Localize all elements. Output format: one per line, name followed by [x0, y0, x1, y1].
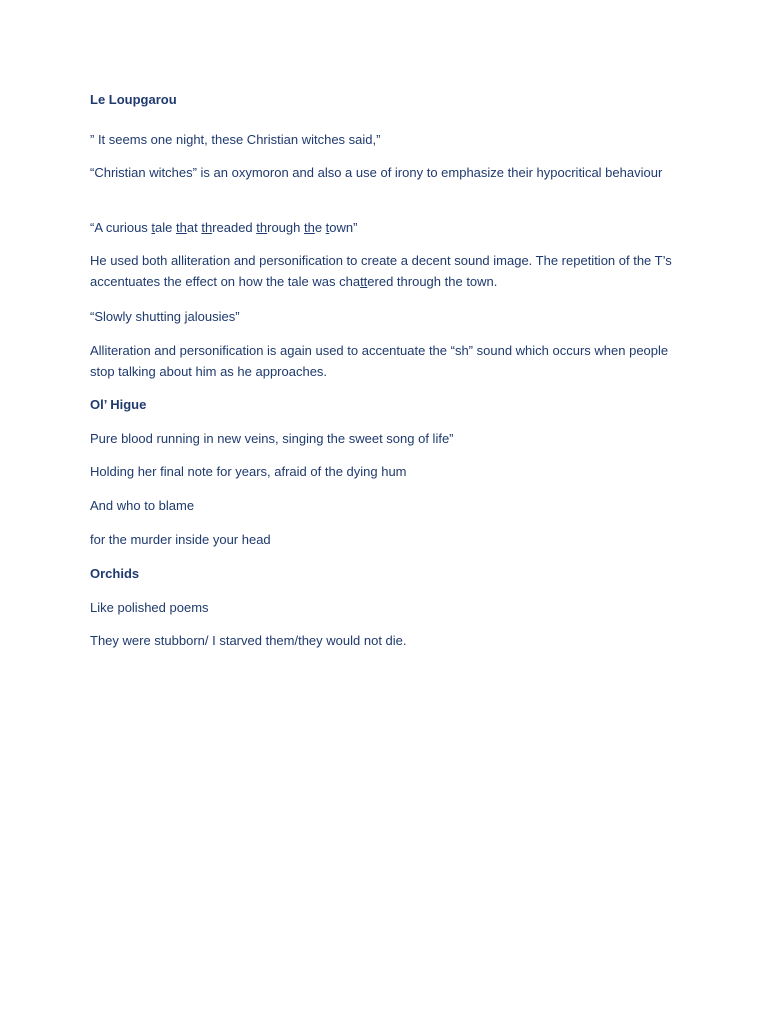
quote-segment-underlined: th	[256, 220, 268, 235]
quote-segment-underlined: th	[201, 220, 213, 235]
quote-line-underlined	[90, 217, 690, 238]
quote-segment-underlined: th	[176, 220, 187, 235]
quote-segment: own”	[329, 220, 358, 235]
poem-line: Like polished poems	[90, 600, 209, 615]
quote-segment-underlined: t	[325, 220, 330, 235]
quote-segment: ale	[155, 220, 177, 235]
poem-line: for the murder inside your head	[90, 532, 271, 547]
section-heading-orchids: Orchids	[90, 566, 140, 581]
quote-segment-underlined: th	[303, 220, 315, 235]
quote-segment: rough	[267, 220, 304, 235]
analysis-paragraph: “Christian witches” is an oxymoron and also a use of irony to emphasize their hypocritical behaviour	[90, 165, 663, 180]
quote-segment: e	[314, 220, 326, 235]
analysis-paragraph: Alliteration and personification is again used to accentuate the “sh” sound which occurs when people stop talking about him as he approaches.	[90, 343, 669, 379]
quote-segment-underlined: t	[151, 220, 156, 235]
poem-line: Pure blood running in new veins, singing the sweet song of life”	[90, 431, 454, 446]
poem-line: They were stubborn/ I starved them/they would not die.	[90, 633, 407, 648]
section-heading-ol-higue: Ol’ Higue	[90, 397, 147, 412]
poem-line: Holding her final note for years, afraid of the dying hum	[90, 464, 407, 479]
analysis-segment: ered through the town.	[367, 274, 498, 289]
quote-line: ” It seems one night, these Christian witches said,”	[90, 132, 381, 147]
section-heading-le-loupgarou: Le Loupgarou	[90, 92, 177, 107]
quote-segment: readed	[212, 220, 257, 235]
quote-line: “Slowly shutting jalousies”	[90, 309, 240, 324]
quote-segment: “A curious	[90, 220, 152, 235]
poem-line: And who to blame	[90, 498, 195, 513]
analysis-paragraph	[90, 250, 690, 292]
analysis-segment: He used both alliteration and personification to create a decent sound image. The repetition of the T’s accentuates the effect on how the tale was cha	[90, 253, 672, 289]
analysis-segment-underlined: tt	[360, 274, 368, 289]
quote-segment: at	[186, 220, 202, 235]
